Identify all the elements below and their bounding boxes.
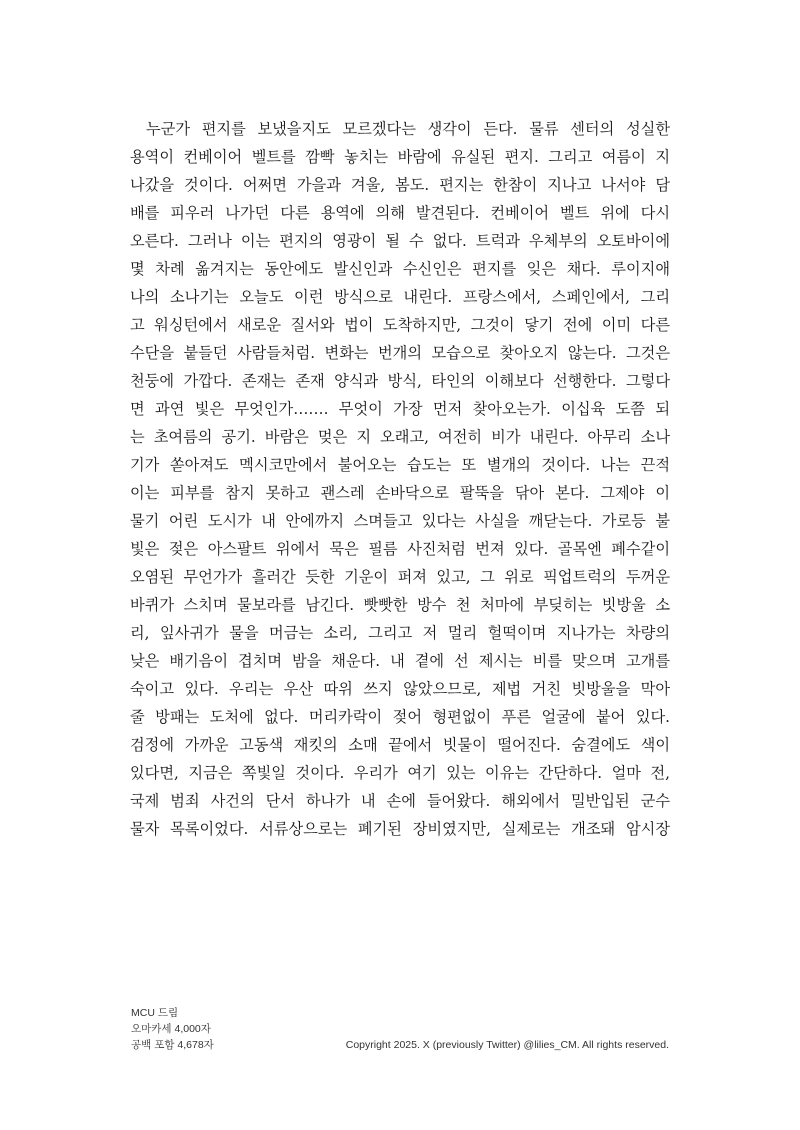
text-line: 물기 어린 도시가 내 안에까지 스며들고 있다는 사실을 깨닫는다. 가로등 불 [130,512,670,530]
text-line: 오염된 무언가가 흘러간 듯한 기운이 퍼져 있고, 그 위로 픽업트럭의 두꺼운 [130,568,670,586]
text-line: 천둥에 가깝다. 존재는 존재 양식과 방식, 타인의 이해보다 선행한다. 그렇다 [130,372,670,390]
text-line: 면 과연 빛은 무엇인가……. 무엇이 가장 먼저 찾아오는가. 이십육 도쯤 되 [130,400,670,418]
text-line: 줄 방패는 도처에 없다. 머리카락이 젖어 형편없이 푸른 얼굴에 붙어 있다. [130,708,670,726]
text-line: 오른다. 그러나 이는 편지의 영광이 될 수 없다. 트럭과 우체부의 오토바이에 [130,232,670,250]
text-line: 용역이 컨베이어 벨트를 깜빡 놓치는 바람에 유실된 편지. 그리고 여름이 지 [130,148,670,166]
text-line: 누군가 편지를 보냈을지도 모르겠다는 생각이 든다. 물류 센터의 성실한 [146,120,670,138]
text-line: 나의 소나기는 오늘도 이런 방식으로 내린다. 프랑스에서, 스페인에서, 그리 [130,288,670,306]
footer-char-count-with-spaces: 공백 포함 4,678자 [131,1039,214,1051]
text-line: 있다면, 지금은 쪽빛일 것이다. 우리가 여기 있는 이유는 간단하다. 얼마 전, [130,764,670,782]
text-line: 국제 범죄 사건의 단서 하나가 내 손에 들어왔다. 해외에서 밀반입된 군수 [130,792,670,810]
text-line: 숙이고 있다. 우리는 우산 따위 쓰지 않았으므로, 제법 거친 빗방울을 막아 [130,680,670,698]
text-line: 몇 차례 옮겨지는 동안에도 발신인과 수신인은 편지를 잊은 채다. 루이지애 [130,260,670,278]
text-line: 낮은 배기음이 겹치며 밤을 채운다. 내 곁에 선 제시는 비를 맞으며 고개를 [130,652,670,670]
text-line: 리, 잎사귀가 물을 머금는 소리, 그리고 저 멀리 헐떡이며 지나가는 차량의 [130,624,670,642]
text-line: 바퀴가 스치며 물보라를 남긴다. 빳빳한 방수 천 처마에 부딪히는 빗방울 소 [130,596,670,614]
text-line: 배를 피우러 나가던 다른 용역에 의해 발견된다. 컨베이어 벨트 위에 다시 [130,204,670,222]
text-line: 는 초여름의 공기. 바람은 멎은 지 오래고, 여전히 비가 내린다. 아무리 소나 [130,428,670,446]
footer-author: MCU 드림 [131,1007,179,1019]
text-line: 물자 목록이었다. 서류상으로는 폐기된 장비였지만, 실제로는 개조돼 암시장 [130,820,670,838]
text-line: 수단을 붙들던 사람들처럼. 변화는 번개의 모습으로 찾아오지 않는다. 그것은 [130,344,670,362]
footer-char-count: 오마카세 4,000자 [131,1023,211,1035]
text-line: 검정에 가까운 고동색 재킷의 소매 끝에서 빗물이 떨어진다. 숨결에도 색이 [130,736,670,754]
text-line: 기가 쏟아져도 멕시코만에서 불어오는 습도는 또 별개의 것이다. 나는 끈적 [130,456,670,474]
text-line: 나갔을 것이다. 어쩌면 가을과 겨울, 봄도. 편지는 한참이 지나고 나서야 담 [130,176,670,194]
body-text [130,115,670,843]
footer-copyright: Copyright 2025. X (previously Twitter) @lilies_CM. All rights reserved. [345,1039,669,1051]
text-line: 이는 피부를 참지 못하고 괜스레 손바닥으로 팔뚝을 닦아 본다. 그제야 이 [130,484,670,502]
text-line: 빛은 젖은 아스팔트 위에서 묵은 필름 사진처럼 번져 있다. 골목엔 폐수같이 [130,540,670,558]
text-line: 고 워싱턴에서 새로운 질서와 법이 도착하지만, 그것이 닿기 전에 이미 다른 [130,316,670,334]
footer-meta [131,1005,214,1053]
